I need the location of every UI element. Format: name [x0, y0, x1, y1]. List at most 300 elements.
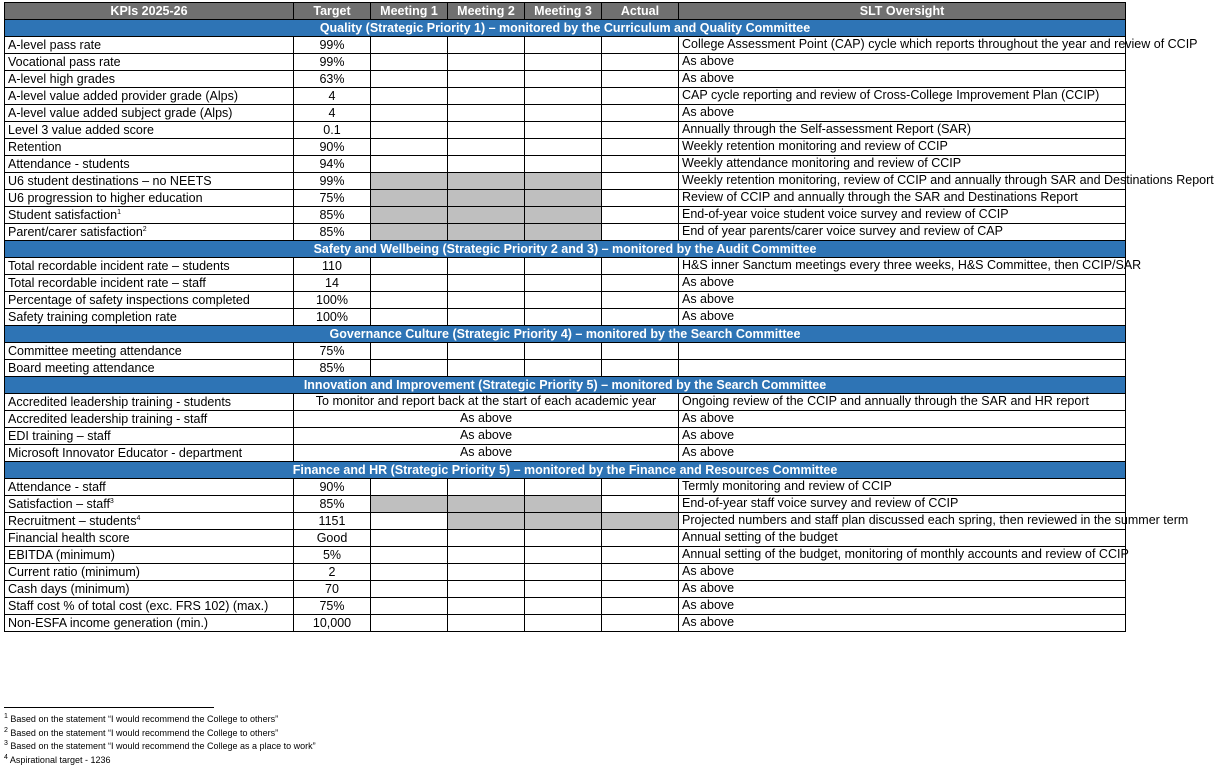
- footnote-divider: [4, 707, 214, 708]
- kpi-label: U6 student destinations – no NEETS: [8, 173, 212, 188]
- kpi-row: [5, 122, 1126, 139]
- meeting-3-cell[interactable]: [525, 615, 602, 632]
- section-title: Finance and HR (Strategic Priority 5) – monitored by the Finance and Resources Committee: [5, 462, 1126, 479]
- footnote: [4, 740, 316, 754]
- kpi-row: [5, 343, 1126, 360]
- kpi-label: Board meeting attendance: [8, 360, 155, 375]
- target-value: Good: [294, 530, 371, 547]
- section-header-row: [5, 326, 1126, 343]
- meeting-2-cell[interactable]: [448, 71, 525, 88]
- meeting-3-cell[interactable]: [525, 343, 602, 360]
- slt-oversight: [679, 360, 1126, 377]
- kpi-label: Student satisfaction: [8, 207, 118, 222]
- footnote: [4, 727, 316, 741]
- meeting-3-cell[interactable]: [525, 54, 602, 71]
- section-title: Quality (Strategic Priority 1) – monitored by the Curriculum and Quality Committee: [5, 20, 1126, 37]
- kpi-name: [5, 496, 294, 513]
- kpi-label: Total recordable incident rate – staff: [8, 275, 206, 290]
- target-value: 85%: [294, 360, 371, 377]
- meeting-3-cell[interactable]: [525, 207, 602, 224]
- kpi-row: [5, 615, 1126, 632]
- meeting-3-cell[interactable]: [525, 547, 602, 564]
- meeting-3-cell[interactable]: [525, 360, 602, 377]
- target-value: 75%: [294, 598, 371, 615]
- actual-cell[interactable]: [602, 275, 679, 292]
- target-value: 4: [294, 88, 371, 105]
- meeting-2-cell[interactable]: [448, 309, 525, 326]
- slt-oversight: Annual setting of the budget, monitoring of monthly accounts and review of CCIP: [679, 547, 1126, 564]
- meeting-2-cell[interactable]: [448, 343, 525, 360]
- kpi-label: Total recordable incident rate – students: [8, 258, 230, 273]
- kpi-row: [5, 394, 1126, 411]
- kpi-name: [5, 71, 294, 88]
- section-title: Innovation and Improvement (Strategic Priority 5) – monitored by the Search Committee: [5, 377, 1126, 394]
- meeting-1-cell[interactable]: [371, 71, 448, 88]
- meeting-1-cell[interactable]: [371, 156, 448, 173]
- kpi-row: [5, 496, 1126, 513]
- footnote-mark: 4: [4, 753, 8, 761]
- meeting-2-cell[interactable]: [448, 479, 525, 496]
- meeting-1-cell[interactable]: [371, 37, 448, 54]
- meeting-3-cell[interactable]: [525, 258, 602, 275]
- kpi-name: [5, 394, 294, 411]
- target-value: 70: [294, 581, 371, 598]
- footnote-mark: 1: [4, 713, 8, 720]
- actual-cell[interactable]: [602, 496, 679, 513]
- actual-cell[interactable]: [602, 122, 679, 139]
- footnote-text: Based on the statement “I would recommend the College to others”: [10, 714, 279, 724]
- section-header-row: [5, 462, 1126, 479]
- meeting-3-cell[interactable]: [525, 156, 602, 173]
- kpi-label: Vocational pass rate: [8, 54, 121, 69]
- meeting-3-cell[interactable]: [525, 224, 602, 241]
- actual-cell[interactable]: [602, 530, 679, 547]
- slt-oversight: End-of-year staff voice survey and review of CCIP: [679, 496, 1126, 513]
- kpi-row: [5, 479, 1126, 496]
- kpi-table: [4, 2, 1214, 632]
- header-slt-oversight: SLT Oversight: [679, 3, 1126, 20]
- slt-oversight: Projected numbers and staff plan discussed each spring, then reviewed in the summer term: [679, 513, 1126, 530]
- slt-oversight: As above: [679, 292, 1126, 309]
- kpi-row: [5, 71, 1126, 88]
- actual-cell[interactable]: [602, 105, 679, 122]
- footnote-mark: 2: [4, 726, 8, 734]
- kpi-name: [5, 292, 294, 309]
- actual-cell[interactable]: [602, 615, 679, 632]
- target-value: 85%: [294, 496, 371, 513]
- meeting-1-cell[interactable]: [371, 173, 448, 190]
- kpi-label: A-level value added provider grade (Alps): [8, 88, 238, 103]
- slt-oversight: College Assessment Point (CAP) cycle which reports throughout the year and review of CCIP: [679, 37, 1126, 54]
- kpi-name: [5, 88, 294, 105]
- kpi-label: Recruitment – students: [8, 513, 137, 528]
- meeting-2-cell[interactable]: [448, 88, 525, 105]
- actual-cell[interactable]: [602, 173, 679, 190]
- section-header-row: [5, 20, 1126, 37]
- target-value: 94%: [294, 156, 371, 173]
- kpi-row: [5, 105, 1126, 122]
- kpi-name: [5, 411, 294, 428]
- kpi-row: [5, 275, 1126, 292]
- slt-oversight: CAP cycle reporting and review of Cross-College Improvement Plan (CCIP): [679, 88, 1126, 105]
- meeting-1-cell[interactable]: [371, 615, 448, 632]
- kpi-label: U6 progression to higher education: [8, 190, 203, 205]
- slt-oversight: As above: [679, 428, 1126, 445]
- actual-cell[interactable]: [602, 547, 679, 564]
- target-value: 10,000: [294, 615, 371, 632]
- section-header-row: [5, 377, 1126, 394]
- meeting-3-cell[interactable]: [525, 292, 602, 309]
- meeting-2-cell[interactable]: [448, 513, 525, 530]
- kpi-label: Microsoft Innovator Educator - department: [8, 445, 243, 460]
- meeting-3-cell[interactable]: [525, 598, 602, 615]
- meeting-3-cell[interactable]: [525, 88, 602, 105]
- kpi-label: Level 3 value added score: [8, 122, 154, 137]
- meeting-3-cell[interactable]: [525, 530, 602, 547]
- kpi-name: [5, 156, 294, 173]
- meeting-1-cell[interactable]: [371, 581, 448, 598]
- kpi-name: [5, 105, 294, 122]
- meeting-1-cell[interactable]: [371, 54, 448, 71]
- footnote-mark: 3: [4, 740, 8, 747]
- actual-cell[interactable]: [602, 88, 679, 105]
- slt-oversight: Termly monitoring and review of CCIP: [679, 479, 1126, 496]
- footnote-ref: 1: [117, 208, 122, 216]
- slt-oversight: As above: [679, 411, 1126, 428]
- target-value: 4: [294, 105, 371, 122]
- actual-cell[interactable]: [602, 479, 679, 496]
- kpi-label: Staff cost % of total cost (exc. FRS 102) (max.): [8, 598, 269, 613]
- meeting-2-cell[interactable]: [448, 275, 525, 292]
- slt-oversight: As above: [679, 615, 1126, 632]
- meeting-2-cell[interactable]: [448, 615, 525, 632]
- kpi-name: [5, 530, 294, 547]
- kpi-row: [5, 224, 1126, 241]
- actual-cell[interactable]: [602, 564, 679, 581]
- actual-cell[interactable]: [602, 224, 679, 241]
- meeting-1-cell[interactable]: [371, 547, 448, 564]
- slt-oversight: As above: [679, 105, 1126, 122]
- kpi-label: EDI training – staff: [8, 428, 111, 443]
- meeting-3-cell[interactable]: [525, 309, 602, 326]
- footnote: [4, 754, 316, 768]
- actual-cell[interactable]: [602, 190, 679, 207]
- footnote-ref: 3: [109, 497, 114, 505]
- actual-cell[interactable]: [602, 71, 679, 88]
- kpi-row: [5, 88, 1126, 105]
- kpi-name: [5, 139, 294, 156]
- kpi-label: Safety training completion rate: [8, 309, 177, 324]
- kpi-row: [5, 530, 1126, 547]
- kpi-row: [5, 292, 1126, 309]
- kpi-name: [5, 275, 294, 292]
- target-value: 2: [294, 564, 371, 581]
- kpi-label: A-level pass rate: [8, 37, 102, 52]
- meeting-3-cell[interactable]: [525, 496, 602, 513]
- kpi-row: [5, 190, 1126, 207]
- section-title: Governance Culture (Strategic Priority 4) – monitored by the Search Committee: [5, 326, 1126, 343]
- kpi-label: Attendance - students: [8, 156, 130, 171]
- meeting-1-cell[interactable]: [371, 343, 448, 360]
- section-title: Safety and Wellbeing (Strategic Priority 2 and 3) – monitored by the Audit Committee: [5, 241, 1126, 258]
- meeting-1-cell[interactable]: [371, 513, 448, 530]
- kpi-name: [5, 445, 294, 462]
- slt-oversight: H&S inner Sanctum meetings every three weeks, H&S Committee, then CCIP/SAR: [679, 258, 1126, 275]
- kpi-label: Accredited leadership training - staff: [8, 411, 208, 426]
- footnote: [4, 713, 316, 727]
- meeting-1-cell[interactable]: [371, 360, 448, 377]
- header-meeting-2: Meeting 2: [448, 3, 525, 20]
- meeting-1-cell[interactable]: [371, 139, 448, 156]
- kpi-row: [5, 360, 1126, 377]
- kpi-label: Retention: [8, 139, 62, 154]
- meeting-2-cell[interactable]: [448, 37, 525, 54]
- kpi-label: Accredited leadership training - students: [8, 394, 232, 409]
- actual-cell[interactable]: [602, 513, 679, 530]
- kpi-row: [5, 309, 1126, 326]
- kpi-row: [5, 156, 1126, 173]
- meeting-1-cell[interactable]: [371, 309, 448, 326]
- slt-oversight: Weekly retention monitoring, review of CCIP and annually through SAR and Destinations Report: [679, 173, 1126, 190]
- meeting-3-cell[interactable]: [525, 564, 602, 581]
- meeting-1-cell[interactable]: [371, 292, 448, 309]
- slt-oversight: Annual setting of the budget: [679, 530, 1126, 547]
- target-value: 63%: [294, 71, 371, 88]
- kpi-label: Attendance - staff: [8, 479, 106, 494]
- actual-cell[interactable]: [602, 343, 679, 360]
- header-meeting-1: Meeting 1: [371, 3, 448, 20]
- meeting-2-cell[interactable]: [448, 207, 525, 224]
- target-value: 90%: [294, 139, 371, 156]
- kpi-row: [5, 258, 1126, 275]
- meeting-1-cell[interactable]: [371, 564, 448, 581]
- kpi-label: Committee meeting attendance: [8, 343, 182, 358]
- meeting-2-cell[interactable]: [448, 581, 525, 598]
- meeting-3-cell[interactable]: [525, 122, 602, 139]
- kpi-name: [5, 258, 294, 275]
- target-value: 90%: [294, 479, 371, 496]
- kpi-name: [5, 547, 294, 564]
- target-value: 99%: [294, 54, 371, 71]
- kpi-name: [5, 615, 294, 632]
- meeting-1-cell[interactable]: [371, 88, 448, 105]
- kpi-name: [5, 428, 294, 445]
- actual-cell[interactable]: [602, 37, 679, 54]
- meeting-1-cell[interactable]: [371, 479, 448, 496]
- header-kpi: KPIs 2025-26: [5, 3, 294, 20]
- meeting-3-cell[interactable]: [525, 71, 602, 88]
- kpi-row: [5, 598, 1126, 615]
- meeting-2-cell[interactable]: [448, 292, 525, 309]
- kpi-name: [5, 173, 294, 190]
- kpi-label: A-level value added subject grade (Alps): [8, 105, 233, 120]
- meeting-3-cell[interactable]: [525, 581, 602, 598]
- kpi-name: [5, 207, 294, 224]
- header-row: [5, 3, 1126, 20]
- kpi-row: [5, 513, 1126, 530]
- meeting-1-cell[interactable]: [371, 122, 448, 139]
- actual-cell[interactable]: [602, 207, 679, 224]
- slt-oversight: Annually through the Self-assessment Report (SAR): [679, 122, 1126, 139]
- actual-cell[interactable]: [602, 598, 679, 615]
- kpi-row: [5, 54, 1126, 71]
- meeting-2-cell[interactable]: [448, 54, 525, 71]
- kpi-row: [5, 428, 1126, 445]
- meeting-2-cell[interactable]: [448, 547, 525, 564]
- target-value: 1151: [294, 513, 371, 530]
- kpi-name: [5, 309, 294, 326]
- header-target: Target: [294, 3, 371, 20]
- slt-oversight: As above: [679, 581, 1126, 598]
- kpi-name: [5, 564, 294, 581]
- header-meeting-3: Meeting 3: [525, 3, 602, 20]
- meeting-2-cell[interactable]: [448, 496, 525, 513]
- meeting-1-cell[interactable]: [371, 224, 448, 241]
- meeting-2-cell[interactable]: [448, 105, 525, 122]
- meeting-2-cell[interactable]: [448, 122, 525, 139]
- kpi-label: Current ratio (minimum): [8, 564, 140, 579]
- kpi-name: [5, 598, 294, 615]
- target-value: 5%: [294, 547, 371, 564]
- kpi-body: [5, 20, 1214, 632]
- kpi-row: [5, 207, 1126, 224]
- kpi-name: [5, 513, 294, 530]
- meeting-3-cell[interactable]: [525, 190, 602, 207]
- target-value: 75%: [294, 190, 371, 207]
- kpi-label: Percentage of safety inspections completed: [8, 292, 250, 307]
- meeting-2-cell[interactable]: [448, 173, 525, 190]
- slt-oversight: As above: [679, 564, 1126, 581]
- meeting-1-cell[interactable]: [371, 530, 448, 547]
- kpi-row: [5, 445, 1126, 462]
- actual-cell[interactable]: [602, 139, 679, 156]
- meeting-1-cell[interactable]: [371, 598, 448, 615]
- target-value: 100%: [294, 309, 371, 326]
- slt-oversight: As above: [679, 309, 1126, 326]
- footnotes: [4, 713, 316, 767]
- meeting-2-cell[interactable]: [448, 598, 525, 615]
- meeting-2-cell[interactable]: [448, 530, 525, 547]
- actual-cell[interactable]: [602, 292, 679, 309]
- target-value: 75%: [294, 343, 371, 360]
- target-value: 110: [294, 258, 371, 275]
- actual-cell[interactable]: [602, 581, 679, 598]
- slt-oversight: Weekly retention monitoring and review of CCIP: [679, 139, 1126, 156]
- meeting-2-cell[interactable]: [448, 564, 525, 581]
- target-note: As above: [294, 411, 679, 428]
- kpi-row: [5, 581, 1126, 598]
- actual-cell[interactable]: [602, 360, 679, 377]
- meeting-2-cell[interactable]: [448, 190, 525, 207]
- kpi-row: [5, 139, 1126, 156]
- actual-cell[interactable]: [602, 156, 679, 173]
- kpi-name: [5, 479, 294, 496]
- meeting-1-cell[interactable]: [371, 190, 448, 207]
- meeting-2-cell[interactable]: [448, 360, 525, 377]
- kpi-name: [5, 343, 294, 360]
- kpi-label: Non-ESFA income generation (min.): [8, 615, 209, 630]
- meeting-3-cell[interactable]: [525, 479, 602, 496]
- target-value: 99%: [294, 173, 371, 190]
- meeting-3-cell[interactable]: [525, 275, 602, 292]
- target-value: 100%: [294, 292, 371, 309]
- kpi-label: Parent/carer satisfaction: [8, 224, 143, 239]
- footnote-ref: 2: [142, 225, 147, 233]
- kpi-row: [5, 173, 1126, 190]
- kpi-row: [5, 547, 1126, 564]
- kpi-name: [5, 122, 294, 139]
- slt-oversight: As above: [679, 71, 1126, 88]
- meeting-2-cell[interactable]: [448, 258, 525, 275]
- meeting-3-cell[interactable]: [525, 139, 602, 156]
- meeting-3-cell[interactable]: [525, 513, 602, 530]
- kpi-label: Financial health score: [8, 530, 130, 545]
- meeting-2-cell[interactable]: [448, 156, 525, 173]
- footnote-text: Based on the statement “I would recommend the College as a place to work”: [10, 741, 316, 751]
- meeting-3-cell[interactable]: [525, 173, 602, 190]
- target-value: 14: [294, 275, 371, 292]
- target-note: To monitor and report back at the start of each academic year: [294, 394, 679, 411]
- slt-oversight: As above: [679, 275, 1126, 292]
- meeting-3-cell[interactable]: [525, 37, 602, 54]
- slt-oversight: End-of-year voice student voice survey and review of CCIP: [679, 207, 1126, 224]
- kpi-label: EBITDA (minimum): [8, 547, 115, 562]
- actual-cell[interactable]: [602, 54, 679, 71]
- slt-oversight: As above: [679, 445, 1126, 462]
- meeting-2-cell[interactable]: [448, 224, 525, 241]
- meeting-1-cell[interactable]: [371, 207, 448, 224]
- footnote-ref: 4: [136, 514, 141, 522]
- target-value: 0.1: [294, 122, 371, 139]
- kpi-name: [5, 37, 294, 54]
- kpi-name: [5, 190, 294, 207]
- slt-oversight: As above: [679, 54, 1126, 71]
- meeting-1-cell[interactable]: [371, 105, 448, 122]
- header-actual: Actual: [602, 3, 679, 20]
- kpi-label: A-level high grades: [8, 71, 116, 86]
- actual-cell[interactable]: [602, 309, 679, 326]
- kpi-row: [5, 37, 1126, 54]
- kpi-label: Cash days (minimum): [8, 581, 130, 596]
- meeting-1-cell[interactable]: [371, 496, 448, 513]
- target-value: 99%: [294, 37, 371, 54]
- kpi-label: Satisfaction – staff: [8, 496, 110, 511]
- slt-oversight: Review of CCIP and annually through the SAR and Destinations Report: [679, 190, 1126, 207]
- section-header-row: [5, 241, 1126, 258]
- actual-cell[interactable]: [602, 258, 679, 275]
- slt-oversight: Weekly attendance monitoring and review of CCIP: [679, 156, 1126, 173]
- target-note: As above: [294, 445, 679, 462]
- kpi-name: [5, 581, 294, 598]
- slt-oversight: As above: [679, 598, 1126, 615]
- slt-oversight: [679, 343, 1126, 360]
- meeting-1-cell[interactable]: [371, 258, 448, 275]
- kpi-name: [5, 224, 294, 241]
- footnote-text: Aspirational target - 1236: [9, 754, 111, 765]
- kpi-row: [5, 411, 1126, 428]
- target-value: 85%: [294, 207, 371, 224]
- footnote-text: Based on the statement “I would recommend the College to others”: [10, 727, 279, 738]
- slt-oversight: Ongoing review of the CCIP and annually through the SAR and HR report: [679, 394, 1126, 411]
- target-note: As above: [294, 428, 679, 445]
- kpi-name: [5, 360, 294, 377]
- target-value: 85%: [294, 224, 371, 241]
- meeting-1-cell[interactable]: [371, 275, 448, 292]
- kpi-row: [5, 564, 1126, 581]
- kpi-name: [5, 54, 294, 71]
- meeting-3-cell[interactable]: [525, 105, 602, 122]
- meeting-2-cell[interactable]: [448, 139, 525, 156]
